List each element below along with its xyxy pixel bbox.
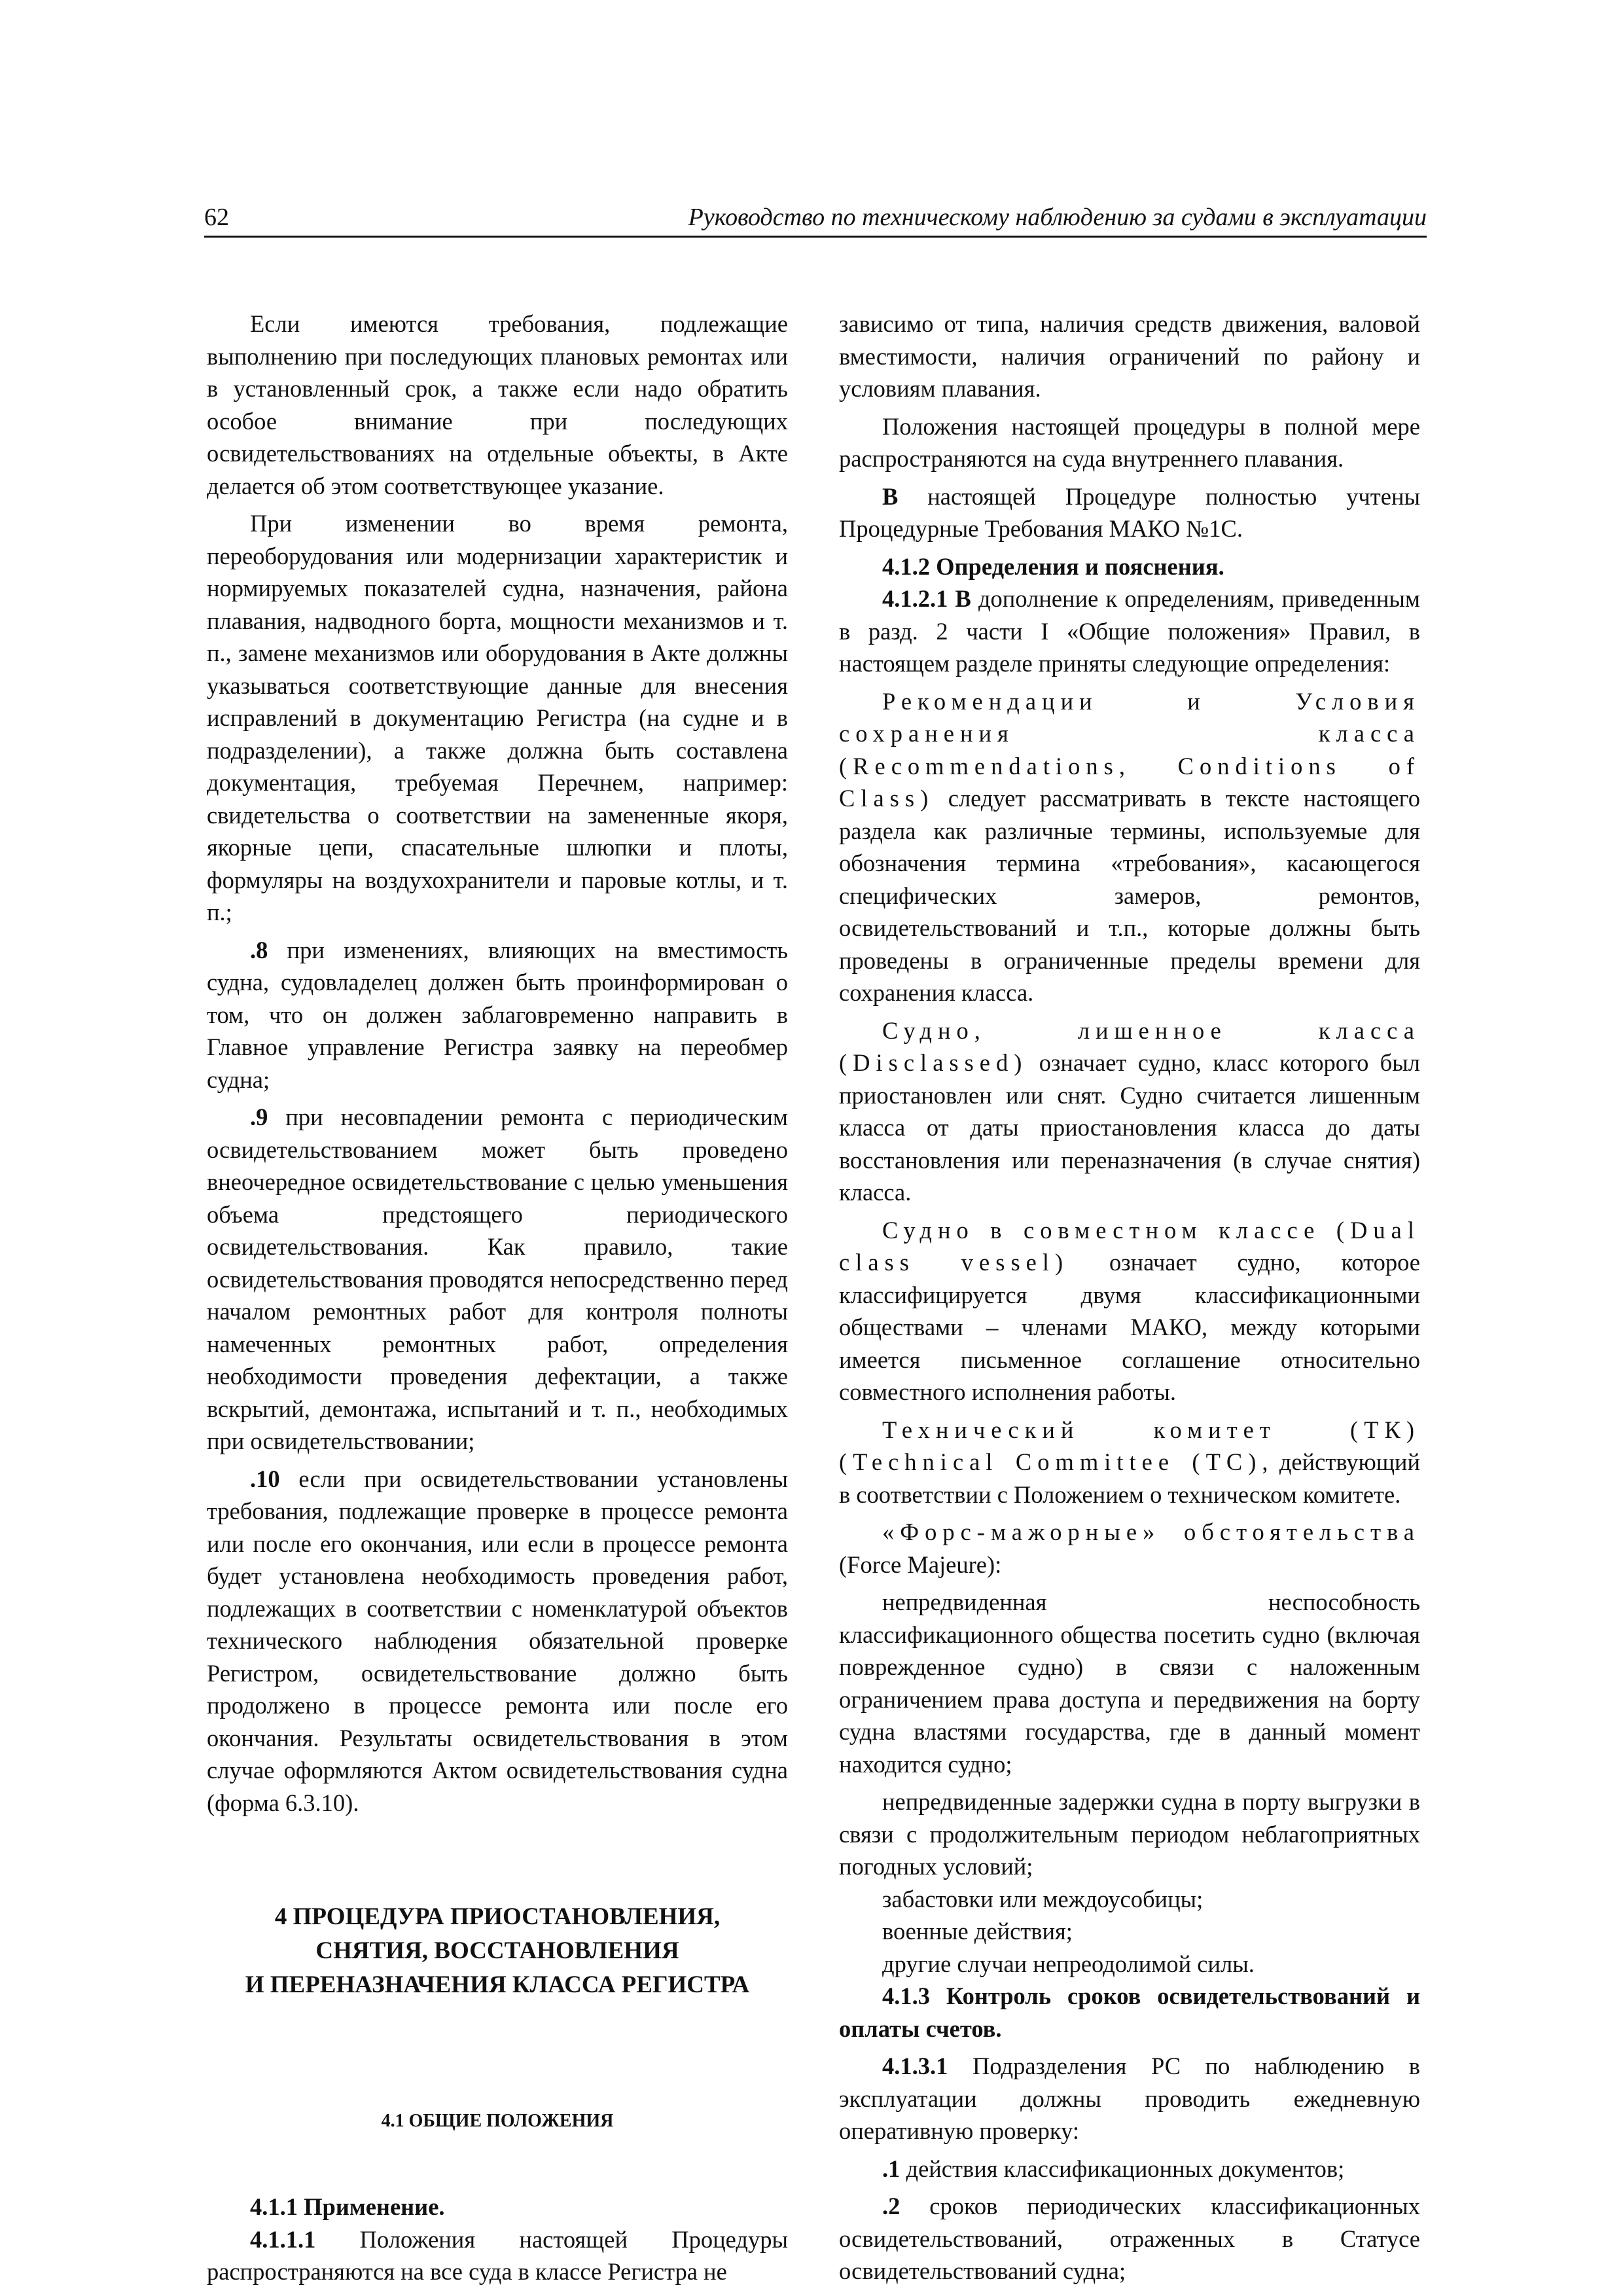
heading-4-1-2: 4.1.2 Определения и пояснения. [882,552,1224,580]
item-number: .10 [250,1465,280,1492]
paragraph: Положения настоящей процедуры в полной мере распространяются на суда внутреннего плавания. [839,412,1420,472]
definition: Судно, лишенное класса (Disclassed) означает судно, класс которого был приостановлен или снят. Судно считается лишенным класса от даты приостановления класса до даты восстановления или переназначения (в случае снятия) класса. [839,1016,1420,1206]
item-number: .1 [882,2155,901,2182]
item-number: .8 [250,936,268,963]
paragraph: другие случаи непреодолимой силы. [882,1950,1255,1977]
definition: «Форс-мажорные» обстоятельства (Force Majeure): [839,1518,1420,1578]
item-number: 4.1.3.1 [882,2053,948,2079]
list-item: .1 действия классификационных документов; [882,2155,1345,2182]
paragraph: 4.1.3.1 Подразделения РС по наблюдению в эксплуатации должны проводить ежедневную оперативную проверку: [839,2053,1420,2144]
paragraph: зависимо от типа, наличия средств движения, валовой вместимости, наличия ограничений по району и условиям плавания. [839,310,1420,402]
definition-term: Рекомендации и Условия сохранения класса (Recommendations, Conditions of Class) [839,687,1420,812]
definition-term: Технический комитет (ТК) (Technical Committee (TC) [839,1416,1420,1475]
paragraph: непредвиденные задержки судна в порту выгрузки в связи с продолжительным периодом неблагоприятных погодных условий; [839,1788,1420,1880]
definition: Технический комитет (ТК) (Technical Committee (TC), действующий в соответствии с Положением о техническом комитете. [839,1416,1420,1508]
item-number: .2 [882,2193,901,2219]
definition-term: «Форс-мажорные» обстоятельства [882,1518,1420,1545]
paragraph: забастовки или междоусобицы; [882,1885,1204,1912]
right-column [839,308,1420,2287]
paragraph: При изменении во время ремонта, переоборудования или модернизации характеристик и нормируемых показателей судна, назначения, района плавания, надводного борта, мощности механизмов и т. п., замене механизмов или оборудования в Акте должны указываться соответствующие данные для внесения исправлений в документацию Регистра (на судне и в подразделении), а также должна быть составлена документация, требуемая Перечнем, например: свидетельства о соответствии на замененные якоря, якорные цепи, спасательные шлюпки и плоты, формуляры на воздухохранители и паровые котлы, и т. п.; [207,510,788,925]
paragraph: военные действия; [882,1918,1073,1945]
page-number: 62 [204,204,229,231]
section-title: 4 ПРОЦЕДУРА ПРИОСТАНОВЛЕНИЯ, СНЯТИЯ, ВОССТАНОВЛЕНИЯ И ПЕРЕНАЗНАЧЕНИЯ КЛАССА РЕГИСТРА [245,1903,750,1998]
heading-4-1-3: 4.1.3 Контроль сроков освидетельствований и оплаты счетов. [839,1982,1420,2042]
page-header [204,196,1427,238]
paragraph: В настоящей Процедуре полностью учтены Процедурные Требования МАКО №1С. [839,482,1420,542]
definition-term: Судно в совместном классе (Dual class vessel) [839,1216,1420,1276]
definition-term: Судно, лишенное класса (Disclassed) [839,1016,1420,1076]
paragraph: .9 при несовпадении ремонта с периодическим освидетельствованием может быть проведено внеочередное освидетельствование с целью уменьшения объема предстоящего периодического освидетельствования. Как правило, такие освидетельствования проводятся непосредственно перед началом ремонтных работ для контроля полноты намеченных ремонтных работ, определения необходимости проведения дефектации, а также вскрытий, демонтажа, испытаний и т. п., необходимых при освидетельствовании; [207,1103,788,1454]
definition: Рекомендации и Условия сохранения класса (Recommendations, Conditions of Class) следует рассматривать в тексте настоящего раздела как различные термины, используемые для обозначения термина «требования», касающегося специфических замеров, ремонтов, освидетельствований и т.п., которые должны быть проведены в ограниченные пределы времени для сохранения класса. [839,687,1420,1006]
paragraph: .8 при изменениях, влияющих на вместимость судна, судовладелец должен быть проинформирован о том, что он должен заблаговременно направить в Главное управление Регистра заявку на переобмер судна; [207,936,788,1093]
item-number: .9 [250,1103,268,1130]
paragraph: 4.1.2.1 В дополнение к определениям, приведенным в разд. 2 части I «Общие положения» Правил, в настоящем разделе приняты следующие определения: [839,585,1420,677]
subsection-title: 4.1 ОБЩИЕ ПОЛОЖЕНИЯ [381,2111,614,2131]
heading-4-1-1: 4.1.1 Применение. [250,2193,445,2220]
running-title: Руководство по техническому наблюдению за судами в эксплуатации [688,204,1427,231]
definition: Судно в совместном классе (Dual class vessel) означает судно, которое классифицируется двумя классификационными обществами – членами МАКО, между которыми имеется письменное соглашение относительно совместного исполнения работы. [839,1216,1420,1405]
left-column [207,308,788,2288]
item-number: 4.1.2.1 В [882,585,971,612]
paragraph: Если имеются требования, подлежащие выполнению при последующих плановых ремонтах или в установленный срок, а также если надо обратить особое внимание при последующих освидетельствованиях на отдельные объекты, в Акте делается об этом соответствующее указание. [207,310,788,499]
list-item: .2 сроков периодических классификационных освидетельствований, отраженных в Статусе освидетельствований судна; [839,2193,1420,2284]
paragraph: .10 если при освидетельствовании установлены требования, подлежащие проверке в процессе ремонта или после его окончания, или если в процессе ремонта будет установлена необходимость проведения работ, подлежащих в соответствии с номенклатурой объектов технического наблюдения обязательной проверке Регистром, освидетельствование должно быть продолжено в процессе ремонта или после его окончания. Результаты освидетельствования в этом случае оформляются Актом освидетельствования судна (форма 6.3.10). [207,1465,788,1816]
paragraph: 4.1.1.1 Положения настоящей Процедуры распространяются на все суда в классе Регистра не [207,2225,788,2285]
paragraph: непредвиденная неспособность классификационного общества посетить судно (включая поврежденное судно) в связи с наложенным ограничением права доступа и передвижения на борту судна властями государства, где в данный момент находится судно; [839,1588,1420,1778]
item-number: 4.1.1.1 [250,2225,316,2253]
